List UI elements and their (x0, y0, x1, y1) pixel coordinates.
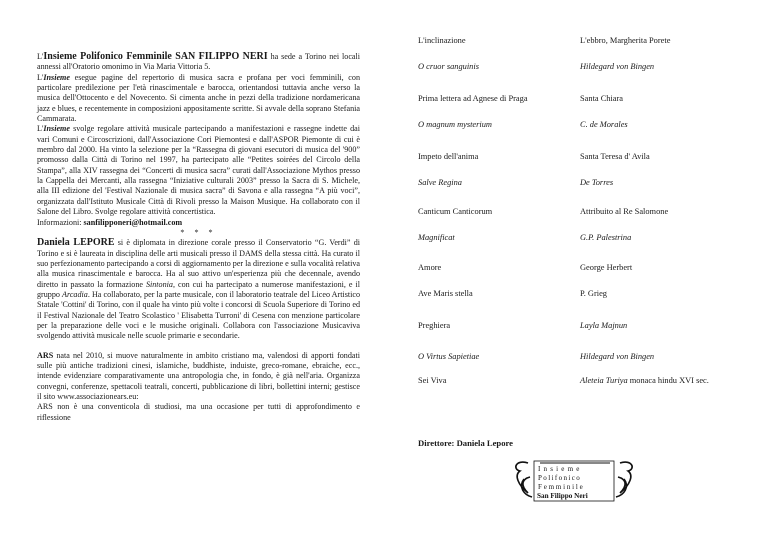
piece-author: C. de Morales (580, 120, 628, 129)
logo-line-2: Polifonico (538, 474, 582, 482)
text: , con cui ha partecipato a numerose manifestazioni, e il gruppo (37, 279, 360, 299)
insieme-intro (37, 52, 360, 73)
text: L' (37, 52, 44, 61)
piece-title: Sei Viva (418, 376, 447, 385)
piece-author: Attribuito al Re Salomone (580, 207, 669, 216)
piece-title: Salve Regina (418, 178, 462, 187)
ensemble-short-name: Insieme (43, 72, 70, 82)
program-item (418, 178, 758, 189)
piece-title: O cruor sanguinis (418, 62, 479, 71)
text: ha sede a Torino nei locali annessi all'Oratorio omonimo in Via Maria Vittoria 5. (37, 52, 360, 72)
program-item (418, 120, 758, 131)
contact-email[interactable]: sanfilipponeri@hotmail.com (83, 217, 183, 227)
piece-title: Preghiera (418, 321, 451, 330)
piece-author: Layla Majnun (580, 321, 628, 330)
program-item (418, 207, 758, 218)
piece-author: Santa Teresa d' Avila (580, 152, 650, 161)
info-label: Informazioni: (37, 217, 84, 227)
director-credit: Direttore: Daniela Lepore (418, 438, 513, 448)
ensemble-name: Insieme Polifonico Femminile SAN FILIPPO NERI (43, 51, 268, 62)
ensemble-logo (510, 455, 638, 507)
piece-title: Magnificat (418, 233, 455, 242)
ars-description (37, 351, 360, 403)
text: nata nel 2010, si muove naturalmente in ambito cristiano ma, valendosi di apporti fondati sulle più antiche tradizioni cinesi, islamiche, buddhiste, induiste, greco-romane, ebraiche, ecc., intende evidenziare comparativamente una antropologia che, in fondo, è già nell'aria. Organizza convegni, conferenze, spettacoli teatrali, concerti, pubblicazione di libri, bollettini interni; gestisce il sito www.associazionears.eu: (37, 350, 360, 401)
program-item (418, 321, 758, 332)
program-item (418, 233, 758, 244)
piece-title: Canticum Canticorum (418, 207, 493, 216)
text: si è diplomata in direzione corale presso il Conservatorio “G. Verdi” di Torino e si è laureata in disciplina delle arti musicali presso il DAMS della stessa città. Ha curato il suo perfezionamento partecipando a corsi di aggiornamento per la direzione e sulla vocalità relativa alla musica rinascimentale e barocca. Ha al suo attivo un'esperienza più che decennale, avendo diretto in passato la formazione (37, 238, 360, 289)
insieme-repertoire (37, 73, 360, 125)
text: L' (37, 124, 44, 134)
ensemble-arcadia: Arcadia (62, 289, 88, 299)
insieme-activity (37, 124, 360, 217)
ars-name: ARS (37, 350, 54, 360)
program-item (418, 376, 758, 387)
piece-title: Amore (418, 263, 442, 272)
text: esegue pagine del repertorio di musica sacra e profana per voci femminili, con particolare predilezione per l'età rinascimentale e barocca, orientandosi tuttavia anche verso la musica dell'Ottocento e del Novecento. Si cimenta anche in pezzi della tradizione nordamericana jazz e blues, e recentemente in composizioni appositamente scritte. Si avvale della soprano Stefania Cammarata. (37, 72, 360, 124)
piece-author: George Herbert (580, 263, 633, 272)
piece-title: Impeto dell'anima (418, 152, 479, 161)
piece-title: O Virtus Sapietiae (418, 352, 480, 361)
insieme-contact (37, 218, 360, 228)
program-item (418, 62, 758, 73)
text: L' (37, 72, 44, 82)
program-item (418, 94, 758, 105)
piece-title: Prima lettera ad Agnese di Praga (418, 94, 528, 103)
director-name: Daniela LEPORE (37, 237, 115, 249)
logo-line-3: Femminile (538, 483, 585, 491)
piece-author: De Torres (580, 178, 614, 187)
piece-author: Santa Chiara (580, 94, 624, 103)
program-item (418, 289, 758, 300)
author-note: monaca hindu XVI sec. (627, 376, 709, 385)
piece-title: L'inclinazione (418, 36, 466, 45)
program-item (418, 36, 758, 47)
ensemble-short-name: Insieme (43, 124, 70, 134)
program-item (418, 263, 758, 274)
text: svolge regolare attività musicale partecipando a manifestazioni e rassegne indette dai vari Comuni e Circoscrizioni, dall'Associazione Cori Piemontesi e dall'ASPOR Piemonte di cui è membro dal 2000. Ha vinto la selezione per la “Rassegna di giovani esecutori di musica del '900” promosso dalla Città di Torino nel 1997, ha partecipato alle “Petites soirées del Circolo della Stampa”, alla XIV rassegna dei “Concerti di musica sacra” curati dall'Associazione Mythos presso la Cappella dei Mercanti, alla rassegna “Iniziative culturali 2003” presso la Sacra di S. Michele, alla III edizione del 'Festival Nazionale di musica sacra” di Savona e alla rassegna “A più voci”, organizzata dall'Istituto Musicale Città di Rivoli presso la Maison Musique. Ha collaborato con il Salone del Libro. Svolge regolare attività concertistica. (37, 124, 360, 217)
ars-note: ARS non è una conventicola di studiosi, ma una occasione per tutti di approfondimento e riflessione (37, 402, 360, 422)
piece-author (580, 376, 709, 385)
piece-author: L'ebbro, Margherita Porete (580, 36, 671, 45)
program-item (418, 152, 758, 163)
left-column (37, 52, 360, 423)
piece-author: P. Grieg (580, 289, 607, 298)
piece-title: O magnum mysterium (418, 120, 492, 129)
piece-title: Ave Maris stella (418, 289, 473, 298)
ensemble-sintonia: Sintonia (145, 279, 173, 289)
piece-author: Hildegard von Bingen (580, 62, 655, 71)
piece-author: G.P. Palestrina (580, 233, 632, 242)
piece-author: Hildegard von Bingen (580, 352, 655, 361)
logo-line-1: Insieme (538, 465, 583, 473)
logo-line-4: San Filippo Neri (537, 492, 588, 500)
program-item (418, 352, 758, 363)
director-bio (37, 238, 360, 341)
separator: * * * (180, 227, 217, 237)
text: . Ha collaborato, per la parte musicale, con il laboratorio teatrale del Liceo Artistico Statale 'Cottini' di Torino, con il quale ha vinto più volte i concorsi di Scuola Superiore di Torino ed il Festival Nazionale del Teatro Scolastico ' Elisabetta Turroni' di Cesena con menzione particolare per la preparazione delle voci e le musiche originali. Collabora con l'associazione Musicaviva svolgendo attività musicale nelle scuole primarie e secondarie. (37, 289, 361, 341)
author-name: Aleteia Turiya (580, 376, 628, 385)
